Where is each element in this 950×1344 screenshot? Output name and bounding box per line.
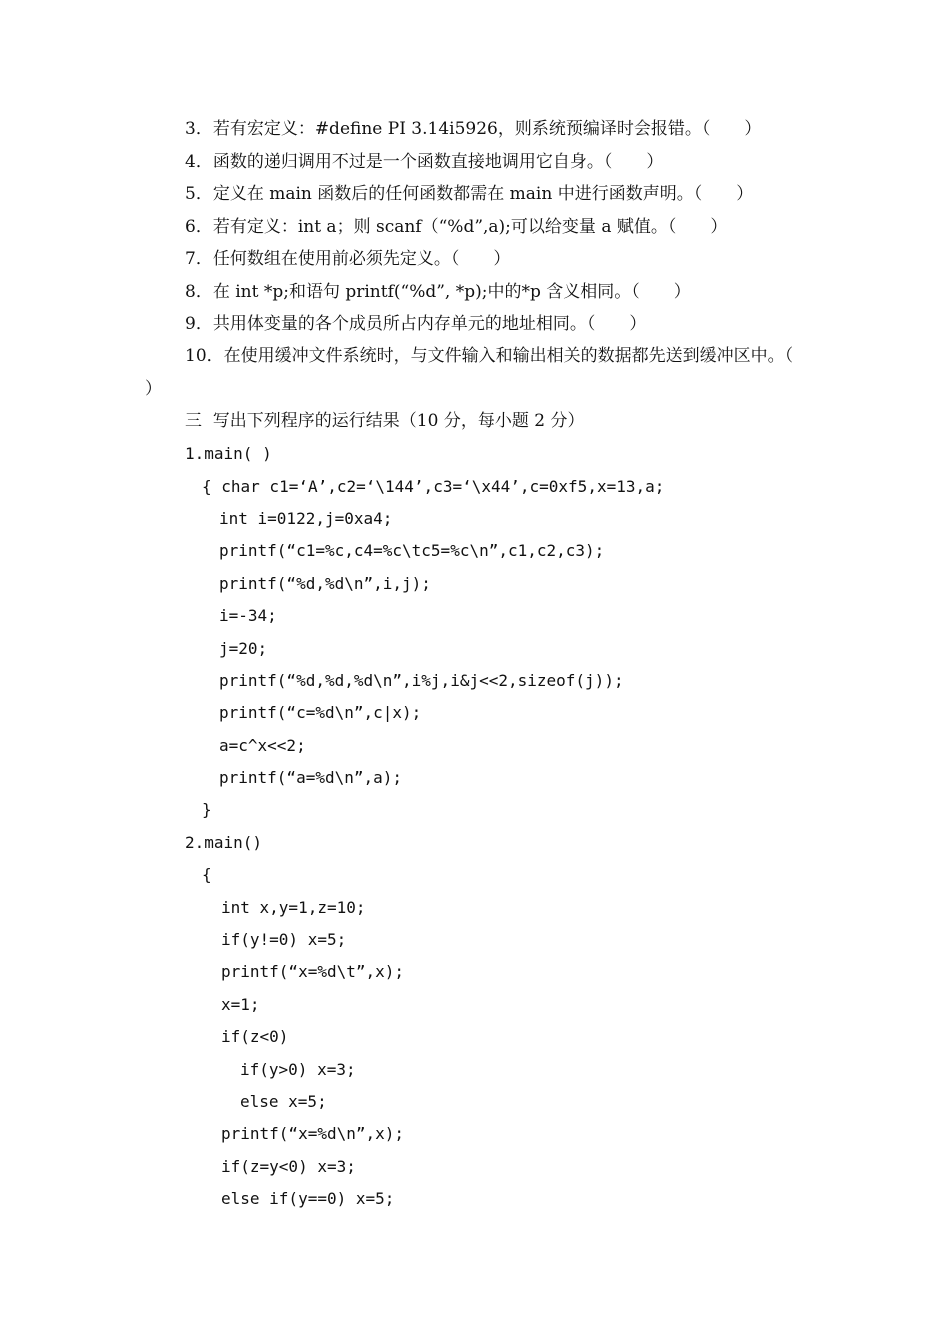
judgment-item-5: 5．定义在 main 函数后的任何函数都需在 main 中进行函数声明。（ ） (185, 184, 754, 204)
judgment-item-7: 7．任何数组在使用前必须先定义。（ ） (185, 249, 511, 269)
program-2-line: if(z<0) (221, 1027, 289, 1046)
program-2-line: else if(y==0) x=5; (221, 1189, 395, 1208)
judgment-item-10: 10．在使用缓冲文件系统时，与文件输入和输出相关的数据都先送到缓冲区中。（ ） (145, 346, 828, 399)
program-1-header: 1.main( ) (185, 444, 272, 463)
judgment-item-8: 8．在 int *p;和语句 printf(“%d”, *p);中的*p 含义相同。（ ） (185, 282, 691, 302)
program-1-line: printf(“c1=%c,c4=%c\tc5=%c\n”,c1,c2,c3); (219, 541, 605, 560)
program-1-line: int i=0122,j=0xa4; (219, 509, 393, 528)
program-1-line: j=20; (219, 639, 268, 658)
program-2-line: if(z=y<0) x=3; (221, 1157, 356, 1176)
program-1-line: printf(“%d,%d\n”,i,j); (219, 574, 431, 593)
program-1-line: a=c^x<<2; (219, 736, 306, 755)
program-1-line: printf(“a=%d\n”,a); (219, 768, 403, 787)
program-2-header: 2.main() (185, 833, 263, 852)
judgment-item-3: 3．若有宏定义：#define PI 3.14i5926，则系统预编译时会报错。（ ） (185, 119, 762, 139)
program-1-line: i=-34; (219, 606, 277, 625)
program-1-line: } (202, 800, 212, 819)
program-1-line: printf(“c=%d\n”,c|x); (219, 703, 422, 722)
program-2-line: printf(“x=%d\n”,x); (221, 1124, 405, 1143)
program-2-line: else x=5; (240, 1092, 327, 1111)
program-2-line: printf(“x=%d\t”,x); (221, 962, 405, 981)
program-2-line: int x,y=1,z=10; (221, 898, 366, 917)
program-2-line: if(y!=0) x=5; (221, 930, 347, 949)
program-1-line: { char c1=‘A’,c2=‘\144’,c3=‘\x44’,c=0xf5,x=13,a; (202, 477, 665, 496)
judgment-item-6: 6．若有定义：int a；则 scanf（“%d”,a);可以给变量 a 赋值。（ ） (185, 217, 728, 237)
judgment-item-4: 4．函数的递归调用不过是一个函数直接地调用它自身。（ ） (185, 152, 664, 172)
program-1-line: printf(“%d,%d,%d\n”,i%j,i&j<<2,sizeof(j)); (219, 671, 624, 690)
judgment-item-9: 9．共用体变量的各个成员所占内存单元的地址相同。（ ） (185, 314, 647, 334)
section-heading: 三 写出下列程序的运行结果（10 分，每小题 2 分） (185, 411, 585, 431)
program-2-line: { (202, 865, 212, 884)
program-2-line: if(y>0) x=3; (240, 1060, 356, 1079)
program-2-line: x=1; (221, 995, 260, 1014)
